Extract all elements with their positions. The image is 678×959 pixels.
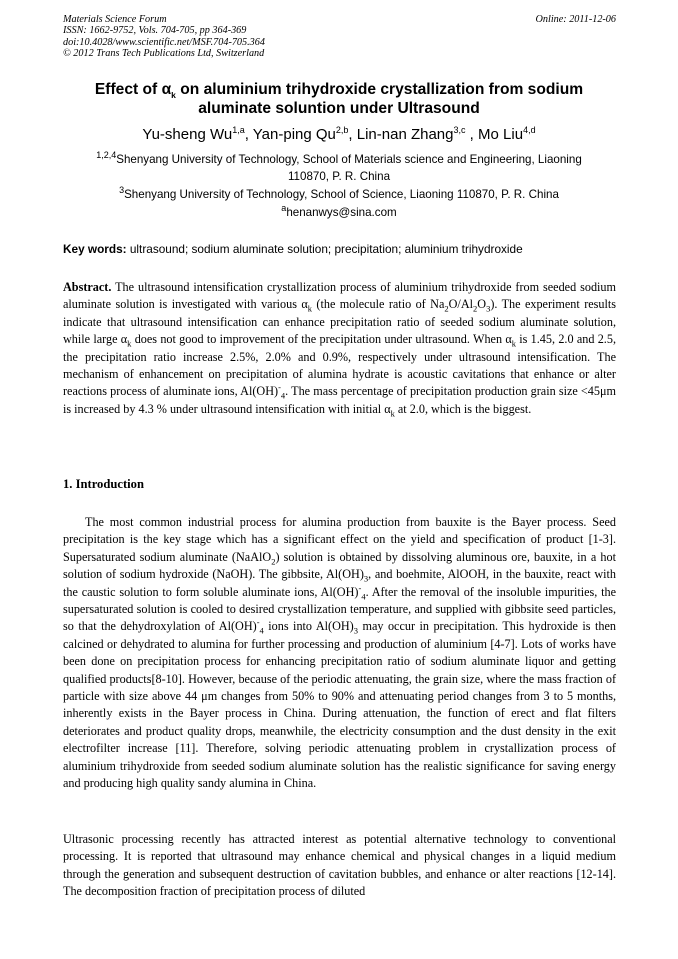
author-separator: , bbox=[244, 126, 253, 143]
intro-subscript: 3 bbox=[363, 573, 369, 584]
intro-text: ) solution is obtained by dissolving aluminous ore, bauxite, in a hot solution of sodium hydroxide (NaOH). The gibbsite, Al(OH) bbox=[63, 549, 616, 582]
author-email[interactable] bbox=[40, 204, 638, 221]
keywords-label: Key words: bbox=[63, 242, 127, 256]
author-name: Yu-sheng Wu bbox=[142, 126, 233, 143]
author-list bbox=[0, 126, 678, 144]
author-affiliation-mark: 3,c bbox=[453, 125, 466, 135]
intro-superscript: - bbox=[256, 617, 260, 628]
abstract-text: ). The experiment results indicate that ultrasound intensification can enhance precipitation ratio of seeded sodium aluminate solution, while large α bbox=[63, 297, 617, 347]
affiliation-2-mark: 3 bbox=[119, 185, 125, 196]
intro-text: ions into Al(OH) bbox=[263, 619, 354, 634]
intro-subscript: 3 bbox=[353, 625, 358, 636]
author-affiliation-mark: 1,a bbox=[232, 125, 245, 135]
email-mark: a bbox=[281, 203, 287, 214]
doi-line: doi:10.4028/www.scientific.net/MSF.704-705.364 bbox=[63, 36, 265, 48]
title-line-2: aluminate soluntion under Ultrasound bbox=[198, 100, 480, 117]
title-text-b: on aluminium trihydroxide crystallization from sodium bbox=[175, 81, 584, 98]
keywords-text: ultrasound; sodium aluminate solution; precipitation; aluminium trihydroxide bbox=[126, 242, 523, 256]
paper-title bbox=[60, 80, 618, 118]
email-text[interactable]: henanwys@sina.com bbox=[286, 206, 397, 219]
title-text-a: Effect of α bbox=[94, 81, 172, 98]
abstract-text: The ultrasound intensification crystallization process of aluminium trihydroxide from seeded sodium aluminate solution is investigated with various α bbox=[63, 280, 616, 312]
abstract-text: is 1.45, 2.0 and 2.5, the precipitation ratio increase 2.5%, 2.0% and 0.9%, respectively under ultrasound intensification. The mechanism of enhancement on precipitation of alumina hydrate is acoustic cavitations that enhance or alter reactions process of aluminate ions, Al(OH) bbox=[63, 332, 616, 399]
author-name: Mo Liu bbox=[478, 126, 524, 143]
abstract-paragraph bbox=[63, 279, 616, 418]
affiliation-2 bbox=[40, 186, 638, 203]
abstract-text: (the molecule ratio of Na bbox=[312, 297, 445, 312]
abstract-label: Abstract. bbox=[63, 280, 112, 294]
abstract-subscript: k bbox=[390, 408, 395, 419]
intro-text: The most common industrial process for alumina production from bauxite is the Bayer process. Seed precipitation is the key stage which has a significant effect on the yield and specification of product [1-3]. Supersaturated sodium aluminate (NaAlO bbox=[63, 515, 616, 564]
affiliation-1-text: Shenyang University of Technology, School of Materials science and Engineering, Liaoning bbox=[116, 153, 582, 166]
journal-name: Materials Science Forum bbox=[63, 14, 167, 25]
issn-line: ISSN: 1662-9752, Vols. 704-705, pp 364-369 bbox=[63, 25, 247, 37]
journal-header bbox=[63, 14, 616, 59]
copyright-line: © 2012 Trans Tech Publications Ltd, Switzerland bbox=[63, 47, 265, 59]
affiliation-1-cont: 110870, P. R. China bbox=[287, 170, 391, 183]
intro-text: . After the removal of the insoluble impurities, the supersaturated solution is cooled to desired crystallization temperature, and supplied with gibbsite seed particles, so that the dehydroxylation of Al(OH) bbox=[63, 584, 616, 634]
intro-subscript: 2 bbox=[271, 556, 276, 567]
abstract-subscript: k bbox=[127, 338, 132, 349]
affiliation-1-mark: 1,2,4 bbox=[96, 150, 117, 161]
keywords bbox=[63, 242, 618, 257]
abstract-subscript: 3 bbox=[486, 303, 491, 314]
title-line-1 bbox=[60, 80, 618, 99]
abstract-subscript: 4 bbox=[280, 390, 286, 401]
author-separator: , bbox=[465, 126, 479, 143]
online-date: Online: 2011-12-06 bbox=[535, 14, 616, 25]
abstract-subscript: 2 bbox=[473, 303, 478, 314]
introduction-paragraph-2: Ultrasonic processing recently has attracted interest as potential alternative technology to conventional processing. It is reported that ultrasound may enhance chemical and physical changes in a liquid medium through the generation and subsequent destruction of cavitation bubbles, and enhance or alter reactions [12-14]. The decomposition fraction of precipitation process of diluted bbox=[63, 832, 616, 899]
abstract-text: . The mass percentage of precipitation production grain size <45μm is increased by 4.3 % under ultrasound intensification with initial α bbox=[63, 384, 617, 416]
author-affiliation-mark: 2,b bbox=[335, 125, 349, 135]
author-affiliation-mark: 4,d bbox=[523, 125, 536, 135]
section-heading-introduction: 1. Introduction bbox=[63, 477, 144, 491]
affiliation-2-text: Shenyang University of Technology, School of Science, Liaoning 110870, P. R. China bbox=[124, 188, 559, 201]
intro-text: may occur in precipitation. This hydroxide is then calcined or dehydrated to alumina for further processing and production of aluminium [4-7]. Lots of works have been done on precipitation process for enhancing precipitation ratio of sodium aluminate liquor and getting qualified products[8-10]. However, because of the periodic attenuating, the grain size, where the mass fraction of particle with size above 44 μm changes from 50% to 90% and attenuating period changes from 3 to 5 months, inherently exists in the Bayer process in China. During attenuation, the function of erect and flat filters deteriorates and product quality drops, meanwhile, the electricity consumption and the dust density in the exit electrofilter increase [11]. Therefore, solving periodic attenuating problem in crystallization process of aluminium trihydroxide from seeded sodium aluminate solution has the realistic significance for saving energy and producing high quality sandy alumina in China. bbox=[63, 619, 616, 791]
introduction-paragraph-1 bbox=[63, 514, 616, 793]
abstract-subscript: k bbox=[307, 303, 312, 314]
abstract-superscript: - bbox=[278, 382, 281, 393]
affiliation-1 bbox=[40, 151, 638, 168]
intro-subscript: 4 bbox=[361, 591, 366, 602]
title-subscript: k bbox=[171, 90, 176, 101]
abstract-subscript: k bbox=[511, 338, 516, 349]
author-name: Lin-nan Zhang bbox=[356, 126, 454, 143]
intro-text: , and boehmite, AlOOH, in the bauxite, react with the caustic solution to form soluble aluminate ions, Al(OH) bbox=[63, 567, 616, 599]
intro-subscript: 4 bbox=[259, 625, 264, 636]
author-separator: , bbox=[348, 126, 357, 143]
abstract-text: O/Al bbox=[448, 297, 473, 312]
abstract-text: at 2.0, which is the biggest. bbox=[394, 401, 532, 416]
author-name: Yan-ping Qu bbox=[252, 126, 336, 143]
abstract-subscript: 2 bbox=[444, 303, 449, 314]
abstract-text: does not good to improvement of the precipitation under ultrasound. When α bbox=[131, 332, 512, 347]
abstract-text: O bbox=[477, 297, 487, 312]
intro-superscript: - bbox=[358, 582, 362, 593]
